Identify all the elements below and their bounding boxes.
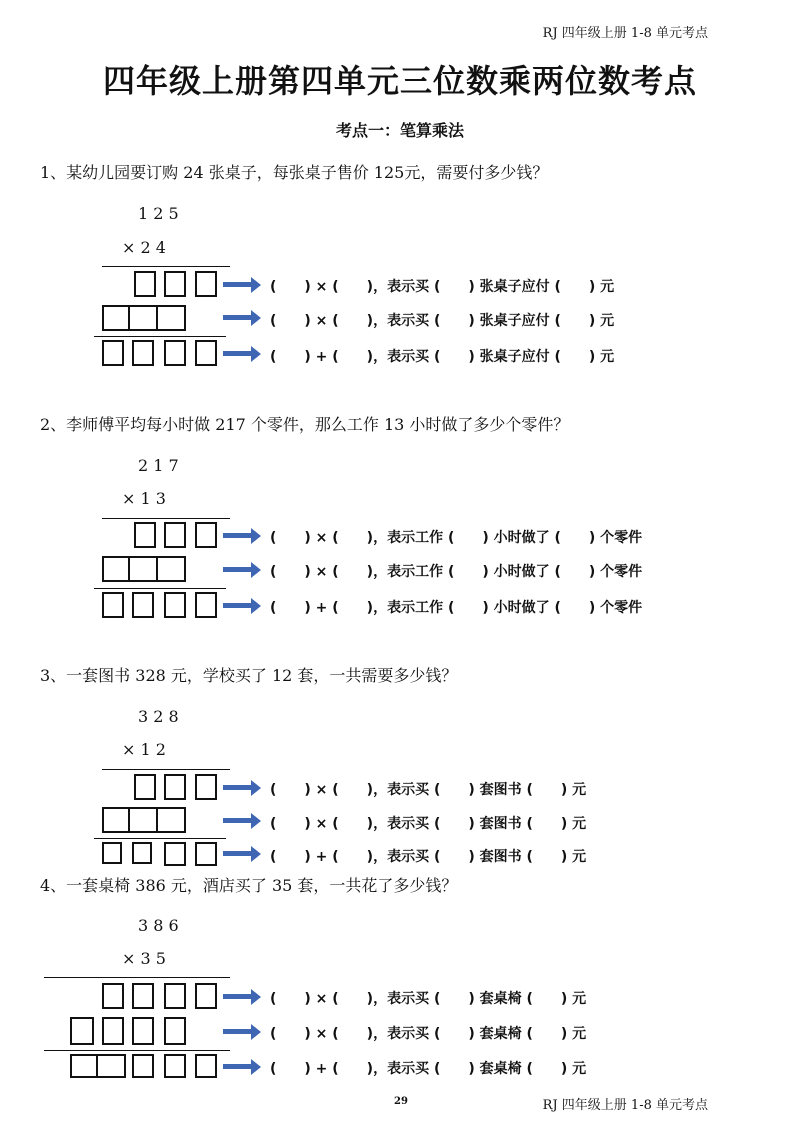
answer-box[interactable] — [195, 774, 217, 800]
answer-box[interactable] — [132, 1054, 154, 1078]
answer-box[interactable] — [132, 842, 152, 864]
answer-box[interactable] — [132, 1017, 154, 1045]
answer-box[interactable] — [164, 271, 186, 297]
answer-box[interactable] — [195, 842, 217, 866]
question-2-multiplicand: 2 1 7 — [138, 456, 179, 475]
question-3-text: 3、一套图书 328 元，学校买了 12 套，一共需要多少钱？ — [40, 666, 458, 685]
section-subtitle: 考点一：笔算乘法 — [335, 121, 464, 140]
question-2-multiplier: × 1 3 — [122, 489, 166, 508]
answer-box[interactable] — [102, 592, 124, 618]
box-divider — [96, 1054, 98, 1078]
answer-box[interactable] — [134, 774, 156, 800]
page-title: 四年级上册第四单元三位数乘两位数考点 — [102, 62, 697, 100]
question-2-line-3: ( ) + ( )，表示工作 ( ) 小时做了 ( ) 个零件 — [270, 600, 643, 616]
answer-box[interactable] — [164, 592, 186, 618]
answer-box-group[interactable] — [102, 305, 186, 331]
answer-box-group[interactable] — [102, 807, 186, 833]
question-1-multiplier: × 2 4 — [122, 238, 166, 257]
question-3-multiplicand: 3 2 8 — [138, 707, 179, 726]
box-divider — [156, 807, 158, 833]
question-4-line-1: ( ) × ( )，表示买 ( ) 套桌椅 ( ) 元 — [270, 991, 587, 1007]
question-3-line-2: ( ) × ( )，表示买 ( ) 套图书 ( ) 元 — [270, 816, 587, 832]
question-1-multiplicand: 1 2 5 — [138, 204, 179, 223]
question-3-line-3: ( ) + ( )，表示买 ( ) 套图书 ( ) 元 — [270, 849, 587, 865]
question-1-text: 1、某幼儿园要订购 24 张桌子，每张桌子售价 125元，需要付多少钱？ — [40, 163, 549, 182]
answer-box[interactable] — [195, 271, 217, 297]
arrow-icon — [223, 277, 261, 293]
arrow-icon — [223, 780, 261, 796]
answer-box[interactable] — [164, 1054, 186, 1078]
arrow-icon — [223, 1024, 261, 1040]
answer-box[interactable] — [102, 340, 124, 366]
answer-box[interactable] — [102, 842, 122, 864]
question-1-line-3: ( ) + ( )，表示买 ( ) 张桌子应付 ( ) 元 — [270, 349, 615, 365]
answer-box[interactable] — [164, 1017, 186, 1045]
arrow-icon — [223, 1059, 261, 1075]
answer-box[interactable] — [134, 271, 156, 297]
arrow-icon — [223, 598, 261, 614]
arrow-icon — [223, 846, 261, 862]
question-1-line-1: ( ) × ( )，表示买 ( ) 张桌子应付 ( ) 元 — [270, 279, 615, 295]
question-3-rule-2 — [94, 838, 226, 839]
page-header: RJ 四年级上册 1-8 单元考点 — [542, 26, 708, 41]
question-4-rule — [44, 977, 230, 978]
question-1-rule — [102, 266, 230, 267]
question-2-line-1: ( ) × ( )，表示工作 ( ) 小时做了 ( ) 个零件 — [270, 530, 643, 546]
question-3-line-1: ( ) × ( )，表示买 ( ) 套图书 ( ) 元 — [270, 782, 587, 798]
question-3-rule — [102, 769, 230, 770]
answer-box[interactable] — [70, 1017, 94, 1045]
arrow-icon — [223, 346, 261, 362]
answer-box[interactable] — [132, 592, 154, 618]
answer-box-group[interactable] — [102, 556, 186, 582]
question-4-rule-2 — [44, 1050, 230, 1051]
question-4-text: 4、一套桌椅 386 元，酒店买了 35 套，一共花了多少钱？ — [40, 876, 458, 895]
page-number: 29 — [394, 1096, 408, 1107]
question-1-rule-2 — [94, 336, 226, 337]
box-divider — [128, 807, 130, 833]
arrow-icon — [223, 310, 261, 326]
answer-box[interactable] — [132, 983, 154, 1009]
answer-box[interactable] — [195, 340, 217, 366]
answer-box[interactable] — [134, 522, 156, 548]
box-divider — [156, 305, 158, 331]
answer-box[interactable] — [102, 983, 124, 1009]
box-divider — [128, 556, 130, 582]
answer-box[interactable] — [195, 983, 217, 1009]
answer-box[interactable] — [164, 983, 186, 1009]
question-4-line-3: ( ) + ( )，表示买 ( ) 套桌椅 ( ) 元 — [270, 1061, 587, 1077]
box-divider — [156, 556, 158, 582]
answer-box-group[interactable] — [70, 1054, 126, 1078]
answer-box[interactable] — [132, 340, 154, 366]
question-2-rule — [102, 518, 230, 519]
box-divider — [128, 305, 130, 331]
question-2-line-2: ( ) × ( )，表示工作 ( ) 小时做了 ( ) 个零件 — [270, 564, 643, 580]
answer-box[interactable] — [195, 522, 217, 548]
arrow-icon — [223, 528, 261, 544]
answer-box[interactable] — [164, 522, 186, 548]
question-4-multiplicand: 3 8 6 — [138, 916, 179, 935]
arrow-icon — [223, 989, 261, 1005]
question-2-rule-2 — [94, 588, 226, 589]
answer-box[interactable] — [195, 1054, 217, 1078]
question-4-line-2: ( ) × ( )，表示买 ( ) 套桌椅 ( ) 元 — [270, 1026, 587, 1042]
question-3-multiplier: × 1 2 — [122, 740, 166, 759]
answer-box[interactable] — [164, 842, 186, 866]
arrow-icon — [223, 813, 261, 829]
question-1-line-2: ( ) × ( )，表示买 ( ) 张桌子应付 ( ) 元 — [270, 313, 615, 329]
answer-box[interactable] — [102, 1017, 124, 1045]
question-2-text: 2、李师傅平均每小时做 217 个零件，那么工作 13 小时做了多少个零件？ — [40, 415, 570, 434]
answer-box[interactable] — [164, 340, 186, 366]
question-4-multiplier: × 3 5 — [122, 949, 166, 968]
answer-box[interactable] — [195, 592, 217, 618]
arrow-icon — [223, 562, 261, 578]
answer-box[interactable] — [164, 774, 186, 800]
page-footer: RJ 四年级上册 1-8 单元考点 — [542, 1098, 708, 1113]
